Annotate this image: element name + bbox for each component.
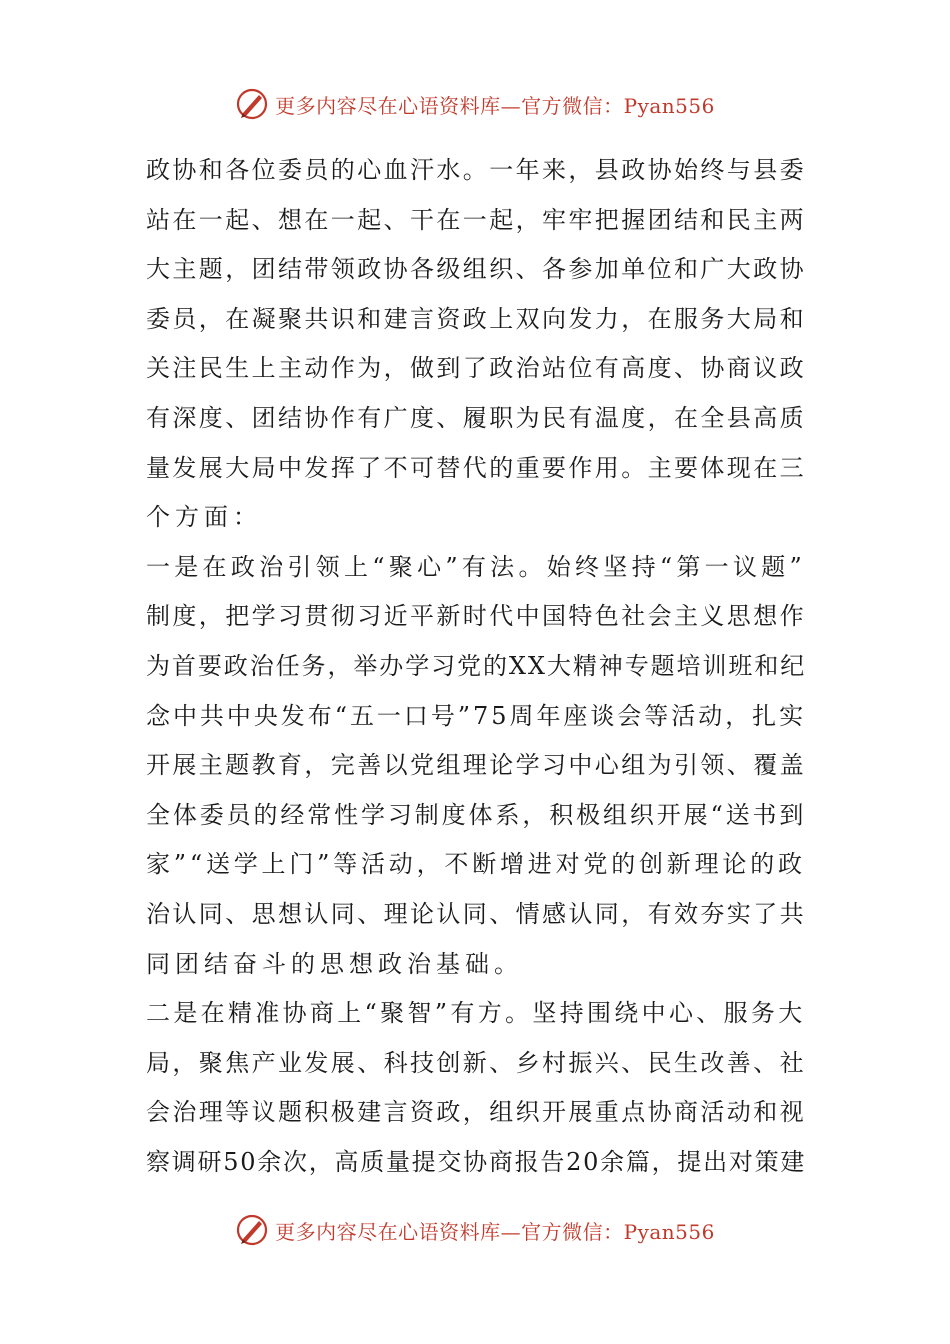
text-line: 局，聚焦产业发展、科技创新、乡村振兴、民生改善、社: [146, 1048, 806, 1077]
text-line: 量发展大局中发挥了不可替代的重要作用。主要体现在三: [146, 453, 806, 482]
footer-watermark: [0, 1210, 950, 1250]
watermark-text: 更多内容尽在心语资料库—官方微信：Pyan556: [275, 1219, 715, 1244]
text-line: 政协和各位委员的心血汗水。一年来，县政协始终与县委: [146, 156, 806, 184]
text-line: 站在一起、想在一起、干在一起，牢牢把握团结和民主两: [146, 205, 806, 234]
text-line: 关注民生上主动作为，做到了政治站位有高度、协商议政: [146, 354, 806, 383]
text-line: 会治理等议题积极建言资政，组织开展重点协商活动和视: [146, 1098, 806, 1127]
text-line: 全体委员的经常性学习制度体系，积极组织开展“送书到: [146, 800, 807, 829]
document-body: [146, 146, 806, 1187]
text-line: 治认同、思想认同、理论认同、情感认同，有效夯实了共: [146, 899, 806, 928]
header-watermark: [0, 84, 950, 124]
text-line: 察调研50余次，高质量提交协商报告20余篇，提出对策建: [146, 1147, 807, 1176]
pen-logo-icon: [235, 1213, 269, 1247]
watermark-text: 更多内容尽在心语资料库—官方微信：Pyan556: [275, 93, 715, 118]
text-line: 有深度、团结协作有广度、履职为民有温度，在全县高质: [146, 403, 806, 432]
text-line: 家”“送学上门”等活动，不断增进对党的创新理论的政: [146, 850, 806, 879]
text-line: 二是在精准协商上“聚智”有方。坚持围绕中心、服务大: [146, 999, 806, 1028]
text-line: 个方面：: [146, 503, 262, 532]
text-line: 念中共中央发布“五一口号”75周年座谈会等活动，扎实: [146, 701, 807, 730]
text-line: 一是在政治引领上“聚心”有法。始终坚持“第一议题”: [146, 552, 807, 581]
text-line: 制度，把学习贯彻习近平新时代中国特色社会主义思想作: [146, 602, 806, 631]
text-line: 大主题，团结带领政协各级组织、各参加单位和广大政协: [146, 255, 806, 284]
pen-logo-icon: [235, 87, 269, 121]
text-line: 开展主题教育，完善以党组理论学习中心组为引领、覆盖: [146, 751, 806, 780]
text-line: 委员，在凝聚共识和建言资政上双向发力，在服务大局和: [146, 304, 806, 333]
text-line: 同团结奋斗的思想政治基础。: [146, 949, 523, 978]
text-line: 为首要政治任务，举办学习党的XX大精神专题培训班和纪: [146, 651, 807, 680]
